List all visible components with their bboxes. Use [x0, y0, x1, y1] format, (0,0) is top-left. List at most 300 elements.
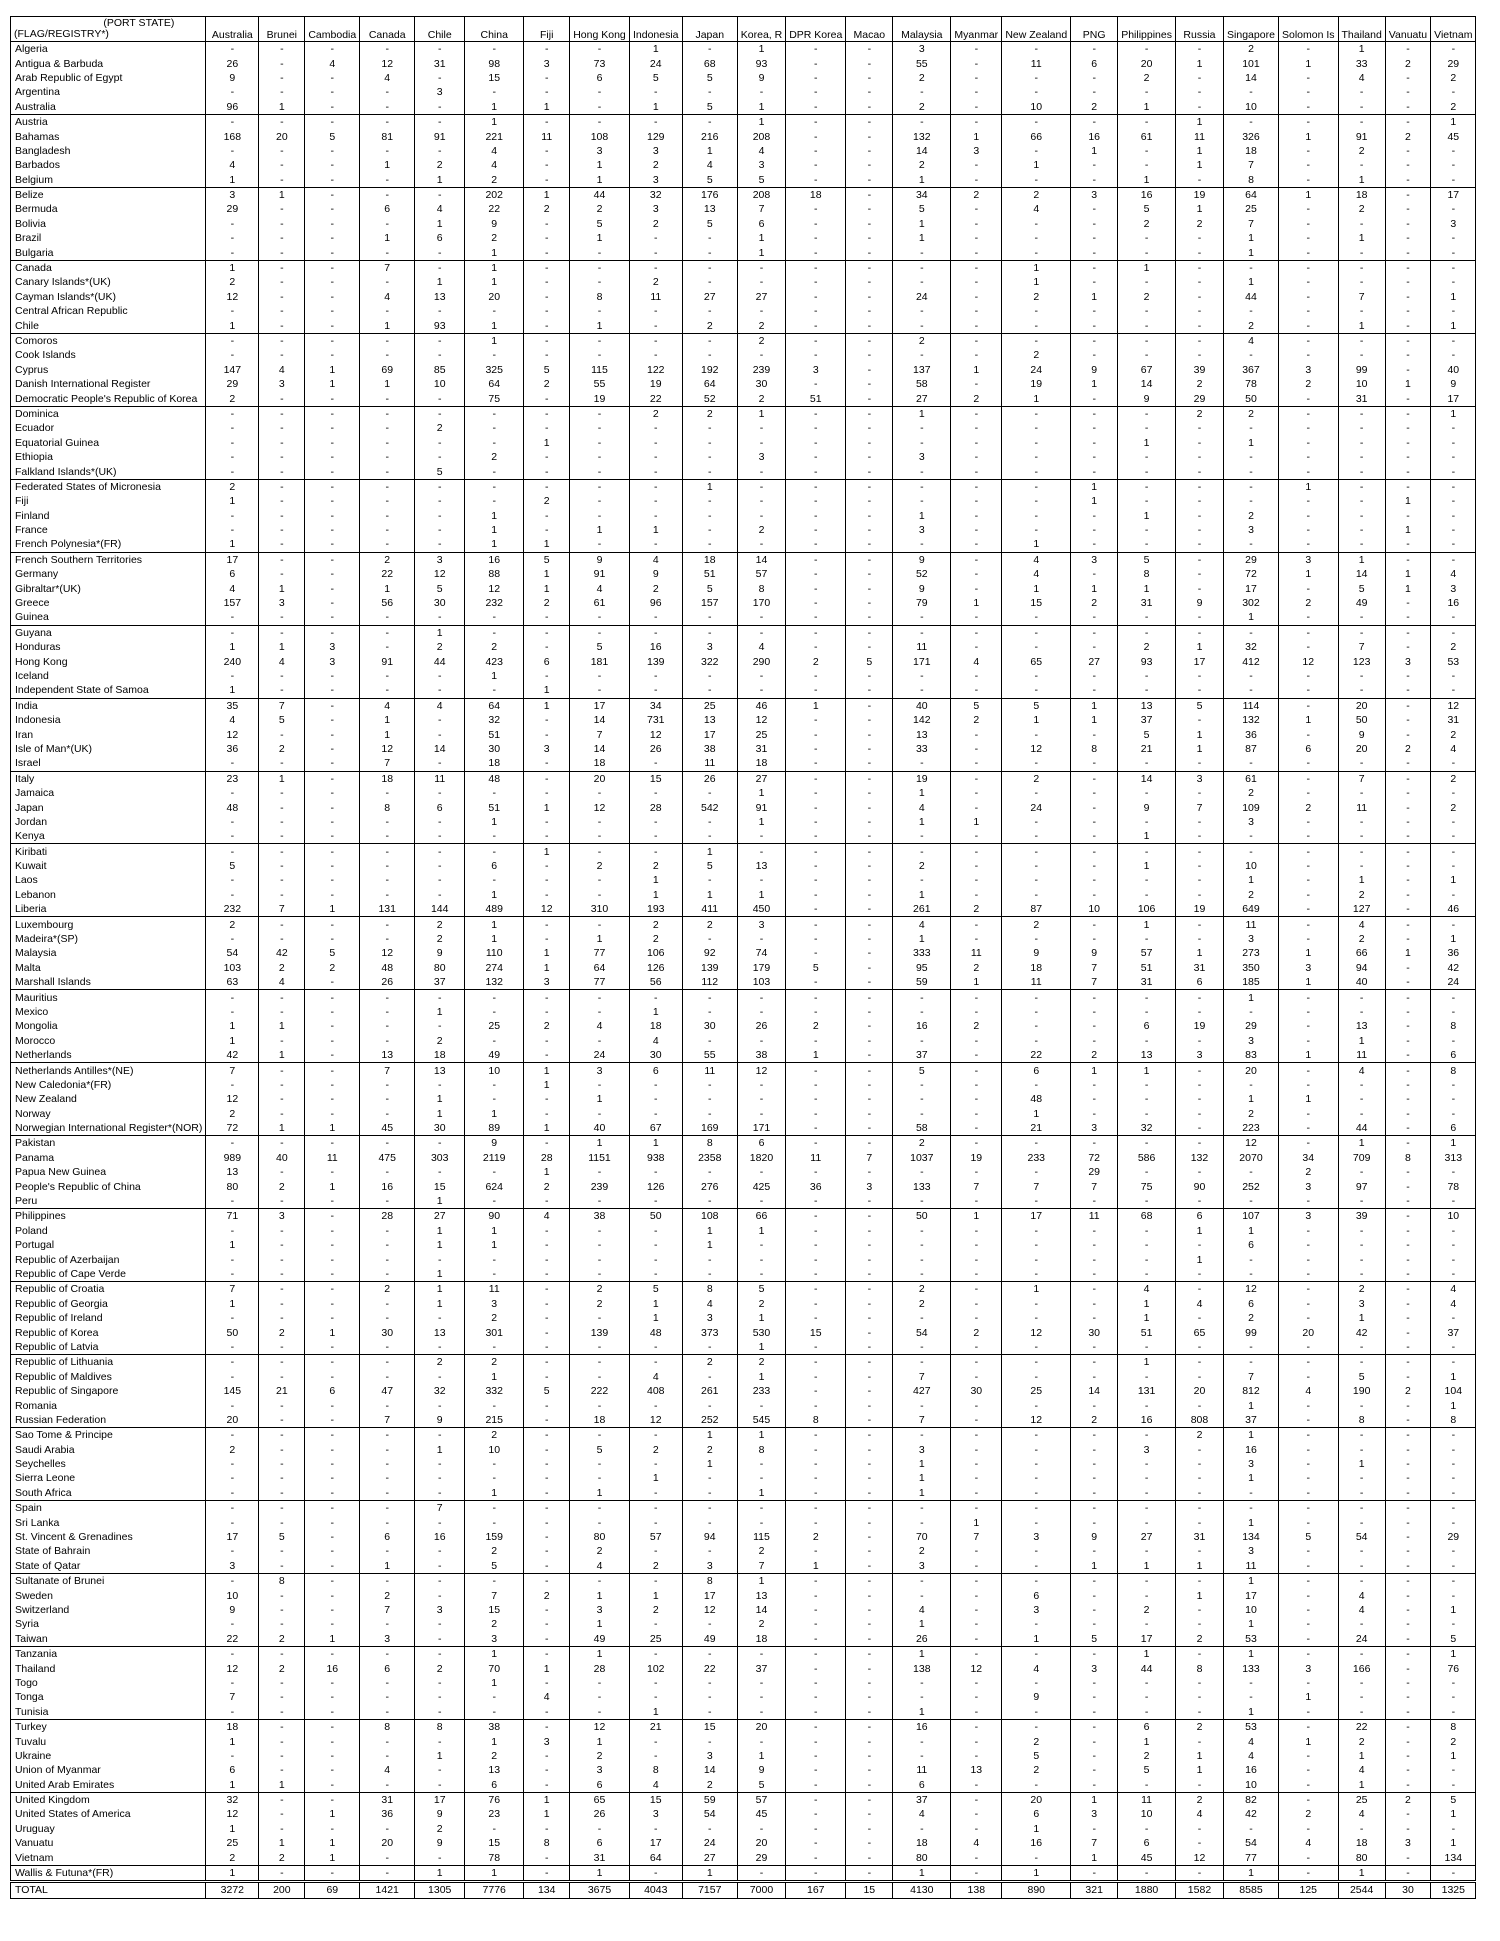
- count-cell: -: [1175, 1457, 1223, 1471]
- count-cell: 3: [524, 56, 570, 70]
- count-cell: -: [1385, 844, 1430, 859]
- count-cell: -: [360, 144, 415, 158]
- count-cell: -: [1071, 1690, 1118, 1704]
- count-cell: -: [259, 1165, 305, 1179]
- count-cell: 14: [1118, 377, 1176, 391]
- count-cell: 20: [259, 129, 305, 143]
- count-cell: 77: [570, 946, 630, 960]
- count-cell: -: [682, 523, 737, 537]
- count-cell: -: [737, 509, 785, 523]
- flag-name-cell: Norway: [11, 1107, 206, 1121]
- count-cell: -: [1278, 581, 1338, 595]
- count-cell: -: [893, 1078, 951, 1092]
- count-cell: -: [465, 1822, 524, 1836]
- count-cell: -: [1385, 990, 1430, 1005]
- count-cell: 12: [206, 290, 259, 304]
- count-cell: -: [1002, 1267, 1071, 1282]
- count-cell: 1: [465, 509, 524, 523]
- flag-name-cell: Falkland Islands*(UK): [11, 464, 206, 479]
- column-header: China: [465, 17, 524, 42]
- table-row: [11, 537, 1476, 552]
- count-cell: 91: [415, 129, 465, 143]
- count-cell: -: [1071, 1311, 1118, 1325]
- count-cell: -: [1278, 1457, 1338, 1471]
- count-cell: -: [786, 1705, 846, 1720]
- count-cell: -: [846, 158, 893, 172]
- count-cell: 2: [524, 494, 570, 508]
- count-cell: 5: [524, 1384, 570, 1398]
- table-row: [11, 1603, 1476, 1617]
- count-cell: -: [786, 975, 846, 990]
- count-cell: -: [259, 1034, 305, 1048]
- count-cell: -: [1338, 1486, 1385, 1501]
- table-row: [11, 231, 1476, 245]
- count-cell: 29: [1431, 56, 1476, 70]
- count-cell: -: [1002, 1005, 1071, 1019]
- count-cell: 4: [951, 1836, 1002, 1850]
- count-cell: -: [1338, 436, 1385, 450]
- count-cell: 125: [1278, 1882, 1338, 1898]
- count-cell: -: [1002, 231, 1071, 245]
- count-cell: -: [415, 144, 465, 158]
- count-cell: -: [206, 114, 259, 129]
- count-cell: -: [1338, 1398, 1385, 1412]
- count-cell: -: [1278, 173, 1338, 188]
- count-cell: -: [786, 800, 846, 814]
- count-cell: -: [524, 1267, 570, 1282]
- count-cell: 1: [1338, 173, 1385, 188]
- count-cell: -: [360, 888, 415, 902]
- flag-name-cell: Republic of Korea: [11, 1325, 206, 1339]
- count-cell: -: [1175, 318, 1223, 333]
- count-cell: -: [1385, 217, 1430, 231]
- count-cell: -: [1338, 1224, 1385, 1238]
- count-cell: -: [1071, 1297, 1118, 1311]
- count-cell: -: [1385, 800, 1430, 814]
- count-cell: 2: [1223, 888, 1278, 902]
- count-cell: 90: [465, 1209, 524, 1224]
- count-cell: -: [846, 363, 893, 377]
- count-cell: -: [1002, 1165, 1071, 1179]
- count-cell: -: [1385, 245, 1430, 260]
- count-cell: -: [360, 1005, 415, 1019]
- count-cell: 4: [465, 158, 524, 172]
- flag-name-cell: Madeira*(SP): [11, 932, 206, 946]
- count-cell: 1: [1071, 290, 1118, 304]
- flag-name-cell: Iceland: [11, 669, 206, 683]
- count-cell: 321: [1071, 1882, 1118, 1898]
- count-cell: 1: [893, 509, 951, 523]
- count-cell: -: [1385, 1676, 1430, 1690]
- count-cell: -: [1118, 479, 1176, 494]
- count-cell: -: [360, 859, 415, 873]
- count-cell: -: [465, 304, 524, 318]
- count-cell: -: [1002, 1311, 1071, 1325]
- count-cell: -: [1385, 464, 1430, 479]
- count-cell: -: [1278, 1005, 1338, 1019]
- count-cell: 545: [737, 1413, 785, 1428]
- count-cell: 1: [415, 1194, 465, 1209]
- count-cell: 216: [682, 129, 737, 143]
- count-cell: -: [629, 1734, 682, 1748]
- count-cell: 133: [893, 1179, 951, 1193]
- table-row: [11, 654, 1476, 668]
- count-cell: 73: [570, 56, 630, 70]
- count-cell: -: [786, 1822, 846, 1836]
- count-cell: -: [1278, 348, 1338, 362]
- count-cell: 5: [1071, 1632, 1118, 1647]
- count-cell: -: [305, 231, 360, 245]
- count-cell: -: [629, 1428, 682, 1443]
- flag-name-cell: Togo: [11, 1676, 206, 1690]
- count-cell: -: [786, 683, 846, 698]
- count-cell: -: [1071, 1471, 1118, 1485]
- count-cell: -: [1385, 1661, 1430, 1675]
- count-cell: 1: [893, 406, 951, 421]
- count-cell: 167: [786, 1882, 846, 1898]
- count-cell: -: [846, 494, 893, 508]
- count-cell: 1: [1338, 1777, 1385, 1792]
- count-cell: 4: [524, 1690, 570, 1704]
- count-cell: -: [1118, 114, 1176, 129]
- flag-name-cell: Barbados: [11, 158, 206, 172]
- count-cell: -: [1385, 1646, 1430, 1661]
- count-cell: -: [415, 713, 465, 727]
- count-cell: -: [305, 1588, 360, 1602]
- count-cell: -: [415, 391, 465, 406]
- count-cell: -: [846, 1617, 893, 1631]
- count-cell: 17: [206, 1530, 259, 1544]
- count-cell: -: [951, 202, 1002, 216]
- count-cell: -: [1385, 1063, 1430, 1078]
- count-cell: -: [465, 844, 524, 859]
- count-cell: -: [415, 786, 465, 800]
- count-cell: -: [1002, 333, 1071, 348]
- count-cell: -: [629, 1690, 682, 1704]
- count-cell: 23: [206, 771, 259, 786]
- count-cell: -: [305, 990, 360, 1005]
- count-cell: -: [259, 1355, 305, 1370]
- count-cell: 1: [786, 1048, 846, 1063]
- flag-name-cell: Saudi Arabia: [11, 1443, 206, 1457]
- count-cell: -: [1002, 888, 1071, 902]
- count-cell: -: [1118, 275, 1176, 289]
- count-cell: -: [1071, 1763, 1118, 1777]
- count-cell: 51: [465, 800, 524, 814]
- count-cell: -: [786, 844, 846, 859]
- count-cell: -: [1118, 231, 1176, 245]
- count-cell: 2: [682, 1355, 737, 1370]
- flag-name-cell: Federated States of Micronesia: [11, 479, 206, 494]
- count-cell: -: [951, 1355, 1002, 1370]
- count-cell: -: [524, 1355, 570, 1370]
- count-cell: 350: [1223, 961, 1278, 975]
- count-cell: -: [524, 1763, 570, 1777]
- count-cell: 3: [1002, 1603, 1071, 1617]
- count-cell: -: [1118, 464, 1176, 479]
- count-cell: 7: [1223, 158, 1278, 172]
- count-cell: 36: [1223, 727, 1278, 741]
- count-cell: 1: [360, 377, 415, 391]
- count-cell: -: [570, 464, 630, 479]
- count-cell: 37: [1431, 1325, 1476, 1339]
- count-cell: -: [305, 1574, 360, 1589]
- table-row: [11, 1690, 1476, 1704]
- count-cell: -: [846, 333, 893, 348]
- flag-name-cell: Marshall Islands: [11, 975, 206, 990]
- count-cell: -: [1278, 1501, 1338, 1516]
- count-cell: -: [786, 1398, 846, 1412]
- flag-name-cell: Republic of Lithuania: [11, 1355, 206, 1370]
- count-cell: -: [951, 217, 1002, 231]
- count-cell: -: [360, 464, 415, 479]
- count-cell: -: [1278, 494, 1338, 508]
- count-cell: -: [1002, 464, 1071, 479]
- count-cell: 1: [259, 1836, 305, 1850]
- count-cell: -: [305, 42, 360, 57]
- count-cell: 57: [737, 1792, 785, 1807]
- count-cell: 1: [1385, 581, 1430, 595]
- count-cell: 36: [360, 1807, 415, 1821]
- count-cell: 302: [1223, 596, 1278, 610]
- count-cell: -: [1431, 756, 1476, 771]
- count-cell: 252: [682, 1413, 737, 1428]
- count-cell: -: [524, 873, 570, 887]
- count-cell: -: [415, 100, 465, 115]
- count-cell: 303: [415, 1151, 465, 1165]
- count-cell: -: [1118, 1822, 1176, 1836]
- count-cell: -: [951, 1544, 1002, 1558]
- count-cell: -: [465, 610, 524, 625]
- count-cell: -: [570, 85, 630, 99]
- count-cell: -: [951, 1121, 1002, 1136]
- count-cell: 8: [360, 1719, 415, 1734]
- count-cell: 2: [1431, 727, 1476, 741]
- count-cell: -: [786, 377, 846, 391]
- column-header: Brunei: [259, 17, 305, 42]
- count-cell: 4: [1223, 1749, 1278, 1763]
- count-cell: 30: [415, 596, 465, 610]
- count-cell: -: [846, 42, 893, 57]
- count-cell: -: [259, 1005, 305, 1019]
- count-cell: 12: [1002, 742, 1071, 756]
- count-cell: 2: [951, 1325, 1002, 1339]
- table-row: [11, 1252, 1476, 1266]
- count-cell: 4: [259, 654, 305, 668]
- count-cell: -: [415, 436, 465, 450]
- count-cell: -: [737, 873, 785, 887]
- count-cell: 71: [206, 1209, 259, 1224]
- count-cell: -: [846, 56, 893, 70]
- count-cell: -: [846, 1749, 893, 1763]
- count-cell: 1: [259, 581, 305, 595]
- table-row: [11, 698, 1476, 713]
- count-cell: 8: [682, 1282, 737, 1297]
- count-cell: 13: [206, 1165, 259, 1179]
- count-cell: -: [415, 1340, 465, 1355]
- count-cell: -: [846, 509, 893, 523]
- flag-name-cell: Isle of Man*(UK): [11, 742, 206, 756]
- count-cell: 1: [465, 932, 524, 946]
- count-cell: 11: [682, 1063, 737, 1078]
- count-cell: 1: [1118, 581, 1176, 595]
- count-cell: -: [951, 1574, 1002, 1589]
- count-cell: 1: [1431, 114, 1476, 129]
- count-cell: -: [465, 42, 524, 57]
- flag-name-cell: Kuwait: [11, 859, 206, 873]
- count-cell: -: [1071, 406, 1118, 421]
- count-cell: 221: [465, 129, 524, 143]
- count-cell: -: [786, 231, 846, 245]
- count-cell: -: [206, 1311, 259, 1325]
- count-cell: 4043: [629, 1882, 682, 1898]
- count-cell: -: [360, 1617, 415, 1631]
- count-cell: -: [629, 450, 682, 464]
- count-cell: 1: [1118, 100, 1176, 115]
- count-cell: -: [1002, 1544, 1071, 1558]
- flag-name-cell: Republic of Croatia: [11, 1282, 206, 1297]
- count-cell: -: [1175, 1544, 1223, 1558]
- count-cell: 38: [465, 1719, 524, 1734]
- count-cell: -: [1071, 1749, 1118, 1763]
- count-cell: 27: [1118, 1530, 1176, 1544]
- count-cell: 25: [206, 1836, 259, 1850]
- count-cell: -: [1071, 1194, 1118, 1209]
- count-cell: 9: [415, 1807, 465, 1821]
- count-cell: -: [305, 464, 360, 479]
- count-cell: 1: [570, 231, 630, 245]
- count-cell: 132: [1223, 713, 1278, 727]
- count-cell: 9: [1071, 1530, 1118, 1544]
- count-cell: -: [786, 464, 846, 479]
- count-cell: -: [951, 581, 1002, 595]
- count-cell: -: [1431, 625, 1476, 640]
- count-cell: -: [1431, 1763, 1476, 1777]
- count-cell: 2: [1118, 640, 1176, 654]
- count-cell: -: [846, 786, 893, 800]
- flag-name-cell: Bahamas: [11, 129, 206, 143]
- count-cell: -: [1278, 537, 1338, 552]
- count-cell: -: [524, 1107, 570, 1121]
- count-cell: -: [360, 1646, 415, 1661]
- count-cell: 18: [893, 1836, 951, 1850]
- count-cell: -: [1002, 1850, 1071, 1865]
- count-cell: 2: [682, 1443, 737, 1457]
- count-cell: 28: [570, 1661, 630, 1675]
- flag-name-cell: Canada: [11, 260, 206, 275]
- count-cell: 104: [1431, 1384, 1476, 1398]
- count-cell: -: [415, 1398, 465, 1412]
- count-cell: 54: [893, 1325, 951, 1339]
- count-cell: 223: [1223, 1121, 1278, 1136]
- count-cell: -: [1002, 1515, 1071, 1529]
- count-cell: 1: [465, 318, 524, 333]
- count-cell: -: [524, 815, 570, 829]
- count-cell: 2: [682, 318, 737, 333]
- count-cell: -: [1118, 494, 1176, 508]
- count-cell: -: [415, 1690, 465, 1704]
- count-cell: 5: [951, 698, 1002, 713]
- count-cell: 3: [893, 450, 951, 464]
- count-cell: 13: [465, 1763, 524, 1777]
- count-cell: 19: [1175, 187, 1223, 202]
- count-cell: -: [360, 1370, 415, 1384]
- flag-name-cell: Jordan: [11, 815, 206, 829]
- count-cell: -: [682, 1267, 737, 1282]
- count-cell: -: [305, 1559, 360, 1574]
- count-cell: -: [1431, 1355, 1476, 1370]
- count-cell: -: [846, 187, 893, 202]
- count-cell: 36: [786, 1179, 846, 1193]
- count-cell: 5: [629, 71, 682, 85]
- count-cell: -: [951, 245, 1002, 260]
- count-cell: 78: [1431, 1179, 1476, 1193]
- count-cell: -: [1278, 523, 1338, 537]
- flag-name-cell: Republic of Singapore: [11, 1384, 206, 1398]
- count-cell: 5: [305, 129, 360, 143]
- count-cell: -: [259, 304, 305, 318]
- count-cell: -: [206, 610, 259, 625]
- count-cell: -: [415, 1019, 465, 1033]
- flag-name-cell: Norwegian International Register*(NOR): [11, 1121, 206, 1136]
- count-cell: 134: [1431, 1850, 1476, 1865]
- count-cell: -: [1223, 844, 1278, 859]
- count-cell: -: [360, 1457, 415, 1471]
- count-cell: 134: [1223, 1530, 1278, 1544]
- count-cell: -: [786, 888, 846, 902]
- count-cell: -: [786, 1646, 846, 1661]
- count-cell: -: [1175, 1443, 1223, 1457]
- count-cell: -: [629, 829, 682, 844]
- count-cell: -: [846, 1224, 893, 1238]
- count-cell: 1: [1118, 436, 1176, 450]
- count-cell: 8: [1431, 1063, 1476, 1078]
- count-cell: 3: [1223, 1544, 1278, 1558]
- count-cell: -: [846, 567, 893, 581]
- count-cell: 6: [1223, 1297, 1278, 1311]
- table-row: [11, 756, 1476, 771]
- count-cell: 1: [1223, 1398, 1278, 1412]
- count-cell: -: [951, 71, 1002, 85]
- count-cell: -: [1278, 275, 1338, 289]
- count-cell: 14: [415, 742, 465, 756]
- count-cell: 3: [629, 144, 682, 158]
- count-cell: 12: [465, 581, 524, 595]
- count-cell: -: [1118, 1078, 1176, 1092]
- count-cell: -: [1338, 669, 1385, 683]
- count-cell: -: [786, 1719, 846, 1734]
- count-cell: -: [1118, 1457, 1176, 1471]
- count-cell: 6: [1118, 1836, 1176, 1850]
- count-cell: 17: [206, 552, 259, 567]
- count-cell: -: [570, 786, 630, 800]
- count-cell: -: [259, 231, 305, 245]
- count-cell: -: [305, 1019, 360, 1033]
- count-cell: 1: [682, 1457, 737, 1471]
- count-cell: -: [1118, 1107, 1176, 1121]
- count-cell: 1: [1175, 1749, 1223, 1763]
- count-cell: 5: [682, 581, 737, 595]
- count-cell: -: [846, 844, 893, 859]
- count-cell: -: [951, 509, 1002, 523]
- count-cell: -: [1223, 1078, 1278, 1092]
- count-cell: -: [629, 348, 682, 362]
- table-row: [11, 771, 1476, 786]
- count-cell: -: [629, 1267, 682, 1282]
- count-cell: 2: [629, 581, 682, 595]
- count-cell: -: [1118, 1034, 1176, 1048]
- count-cell: -: [786, 42, 846, 57]
